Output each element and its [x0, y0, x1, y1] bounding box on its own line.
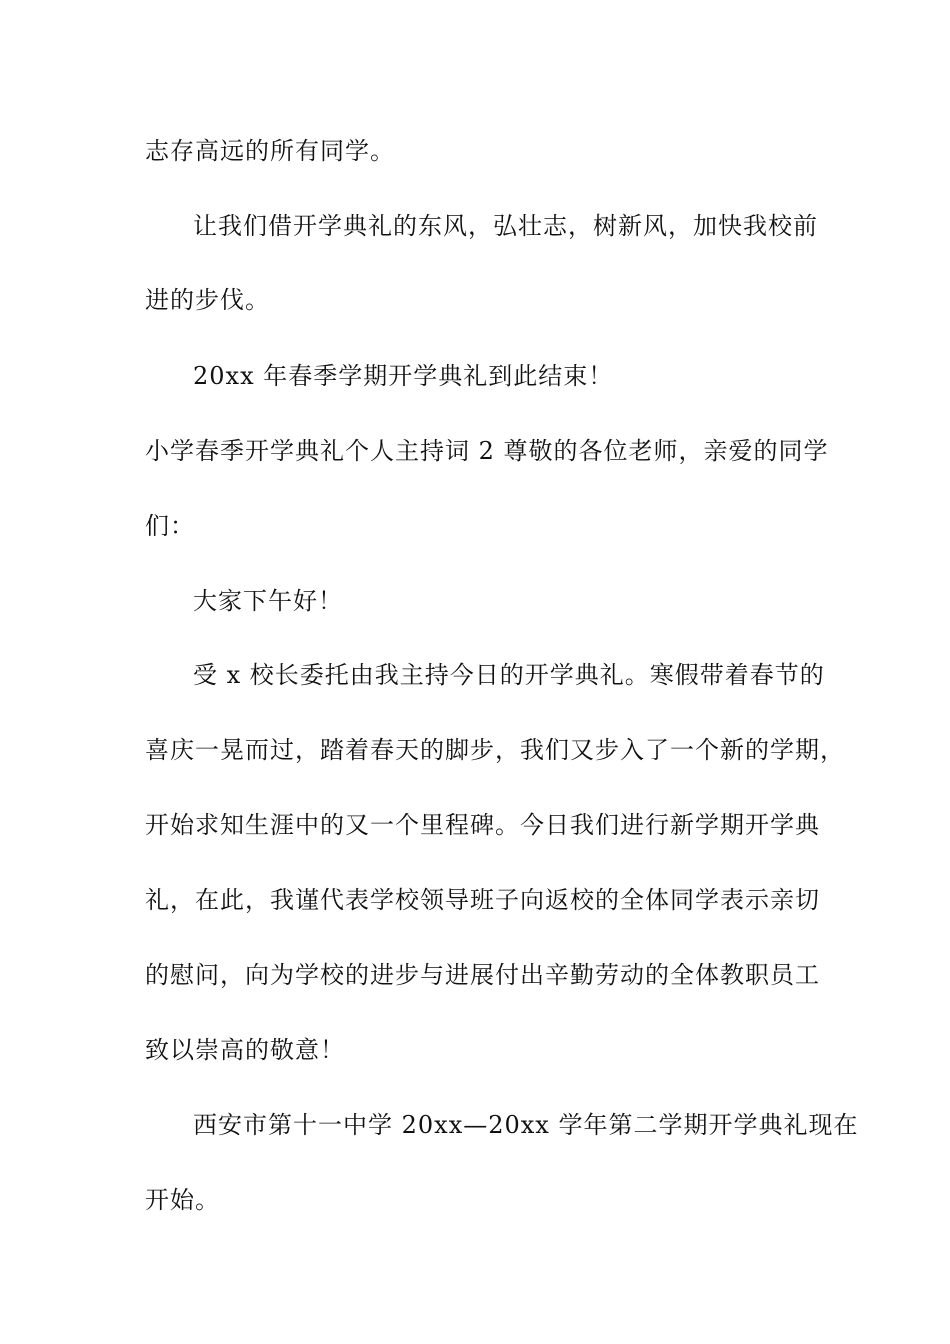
text-line: 喜庆一晃而过，踏着春天的脚步，我们又步入了一个新的学期，	[145, 736, 845, 764]
text-line: 西安市第十一中学 20xx—20xx 学年第二学期开学典礼现在	[193, 1111, 859, 1139]
text-line: 进的步伐。	[145, 286, 270, 314]
text-line: 们：	[145, 512, 195, 540]
text-line: 20xx 年春季学期开学典礼到此结束！	[193, 362, 614, 390]
text-line: 开始。	[145, 1186, 220, 1214]
text-line: 志存高远的所有同学。	[145, 137, 395, 165]
text-line: 大家下午好！	[193, 587, 343, 615]
text-line: 致以崇高的敬意！	[145, 1036, 345, 1064]
text-line: 受 x 校长委托由我主持今日的开学典礼。寒假带着春节的	[193, 661, 825, 689]
text-line: 礼，在此，我谨代表学校领导班子向返校的全体同学表示亲切	[145, 886, 820, 914]
text-line: 小学春季开学典礼个人主持词 2 尊敬的各位老师，亲爱的同学	[145, 437, 829, 465]
text-line: 开始求知生涯中的又一个里程碑。今日我们进行新学期开学典	[145, 811, 820, 839]
text-line: 的慰问，向为学校的进步与进展付出辛勤劳动的全体教职员工	[145, 961, 820, 989]
text-line: 让我们借开学典礼的东风，弘壮志，树新风，加快我校前	[193, 212, 818, 240]
